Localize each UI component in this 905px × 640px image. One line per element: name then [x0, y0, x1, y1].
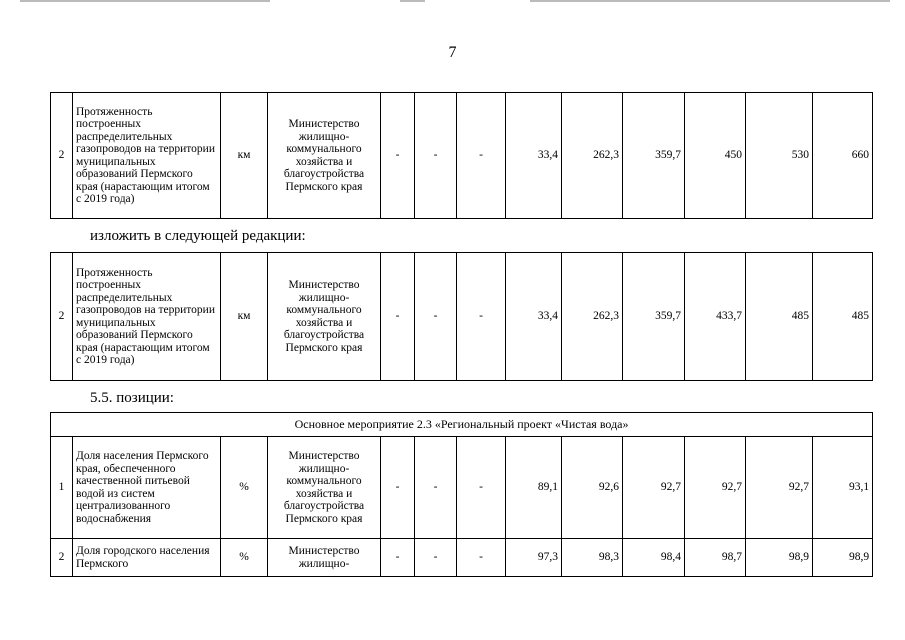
responsible-ministry: Министерство жилищно-коммунального хозяйства и благоустройства Пермского края [268, 253, 381, 381]
value-cell: 433,7 [685, 253, 746, 381]
table-row [51, 253, 873, 381]
value-cell: - [415, 253, 457, 381]
value-cell: - [381, 539, 415, 577]
indicator-name: Доля городского населения Пермского [73, 539, 221, 577]
scan-top-edge [400, 0, 425, 2]
responsible-ministry: Министерство жилищно-коммунального хозяйства и благоустройства Пермского края [268, 437, 381, 539]
indicator-name: Доля населения Пермского края, обеспеченного качественной питьевой водой из систем централизованного водоснабжения [73, 437, 221, 539]
value-cell: 359,7 [623, 253, 685, 381]
scan-top-edge [530, 0, 890, 2]
value-cell: 359,7 [623, 93, 685, 219]
value-cell: - [415, 539, 457, 577]
value-cell: 93,1 [813, 437, 873, 539]
table-row [51, 437, 873, 539]
indicator-name: Протяженность построенных распределительных газопроводов на территории муниципальных образований Пермского края (нарастающим итогом с 2019 года) [73, 253, 221, 381]
value-cell: - [457, 253, 506, 381]
table-row [51, 539, 873, 577]
row-number: 2 [51, 539, 73, 577]
value-cell: 98,4 [623, 539, 685, 577]
table-caption-row [51, 413, 873, 437]
value-cell: 97,3 [506, 539, 562, 577]
value-cell: - [415, 437, 457, 539]
table-positions [50, 412, 873, 577]
unit: % [221, 437, 268, 539]
section-heading: 5.5. позиции: [90, 390, 174, 406]
responsible-ministry: Министерство жилищно-коммунального хозяйства и благоустройства Пермского края [268, 93, 381, 219]
indicator-name: Протяженность построенных распределительных газопроводов на территории муниципальных образований Пермского края (нарастающим итогом с 2019 года) [73, 93, 221, 219]
value-cell: 485 [813, 253, 873, 381]
row-number: 2 [51, 93, 73, 219]
table-caption: Основное мероприятие 2.3 «Региональный проект «Чистая вода» [51, 413, 873, 437]
value-cell: - [457, 93, 506, 219]
table-new-wording [50, 252, 873, 381]
value-cell: 89,1 [506, 437, 562, 539]
value-cell: 98,7 [685, 539, 746, 577]
value-cell: - [381, 93, 415, 219]
value-cell: 92,6 [562, 437, 623, 539]
value-cell: - [415, 93, 457, 219]
value-cell: 98,3 [562, 539, 623, 577]
value-cell: 262,3 [562, 253, 623, 381]
instruction-text: изложить в следующей редакции: [90, 228, 306, 244]
unit: % [221, 539, 268, 577]
value-cell: - [457, 437, 506, 539]
value-cell: 450 [685, 93, 746, 219]
value-cell: - [381, 437, 415, 539]
value-cell: 33,4 [506, 93, 562, 219]
value-cell: 98,9 [746, 539, 813, 577]
row-number: 1 [51, 437, 73, 539]
responsible-ministry: Министерство жилищно- [268, 539, 381, 577]
value-cell: - [381, 253, 415, 381]
value-cell: 98,9 [813, 539, 873, 577]
value-cell: 660 [813, 93, 873, 219]
value-cell: 485 [746, 253, 813, 381]
unit: км [221, 93, 268, 219]
value-cell: 33,4 [506, 253, 562, 381]
value-cell: 92,7 [623, 437, 685, 539]
value-cell: 92,7 [746, 437, 813, 539]
scan-top-edge [20, 0, 270, 2]
value-cell: 92,7 [685, 437, 746, 539]
row-number: 2 [51, 253, 73, 381]
table-row [51, 93, 873, 219]
table-old-wording [50, 92, 873, 219]
value-cell: - [457, 539, 506, 577]
page-number: 7 [448, 44, 457, 61]
value-cell: 530 [746, 93, 813, 219]
unit: км [221, 253, 268, 381]
value-cell: 262,3 [562, 93, 623, 219]
